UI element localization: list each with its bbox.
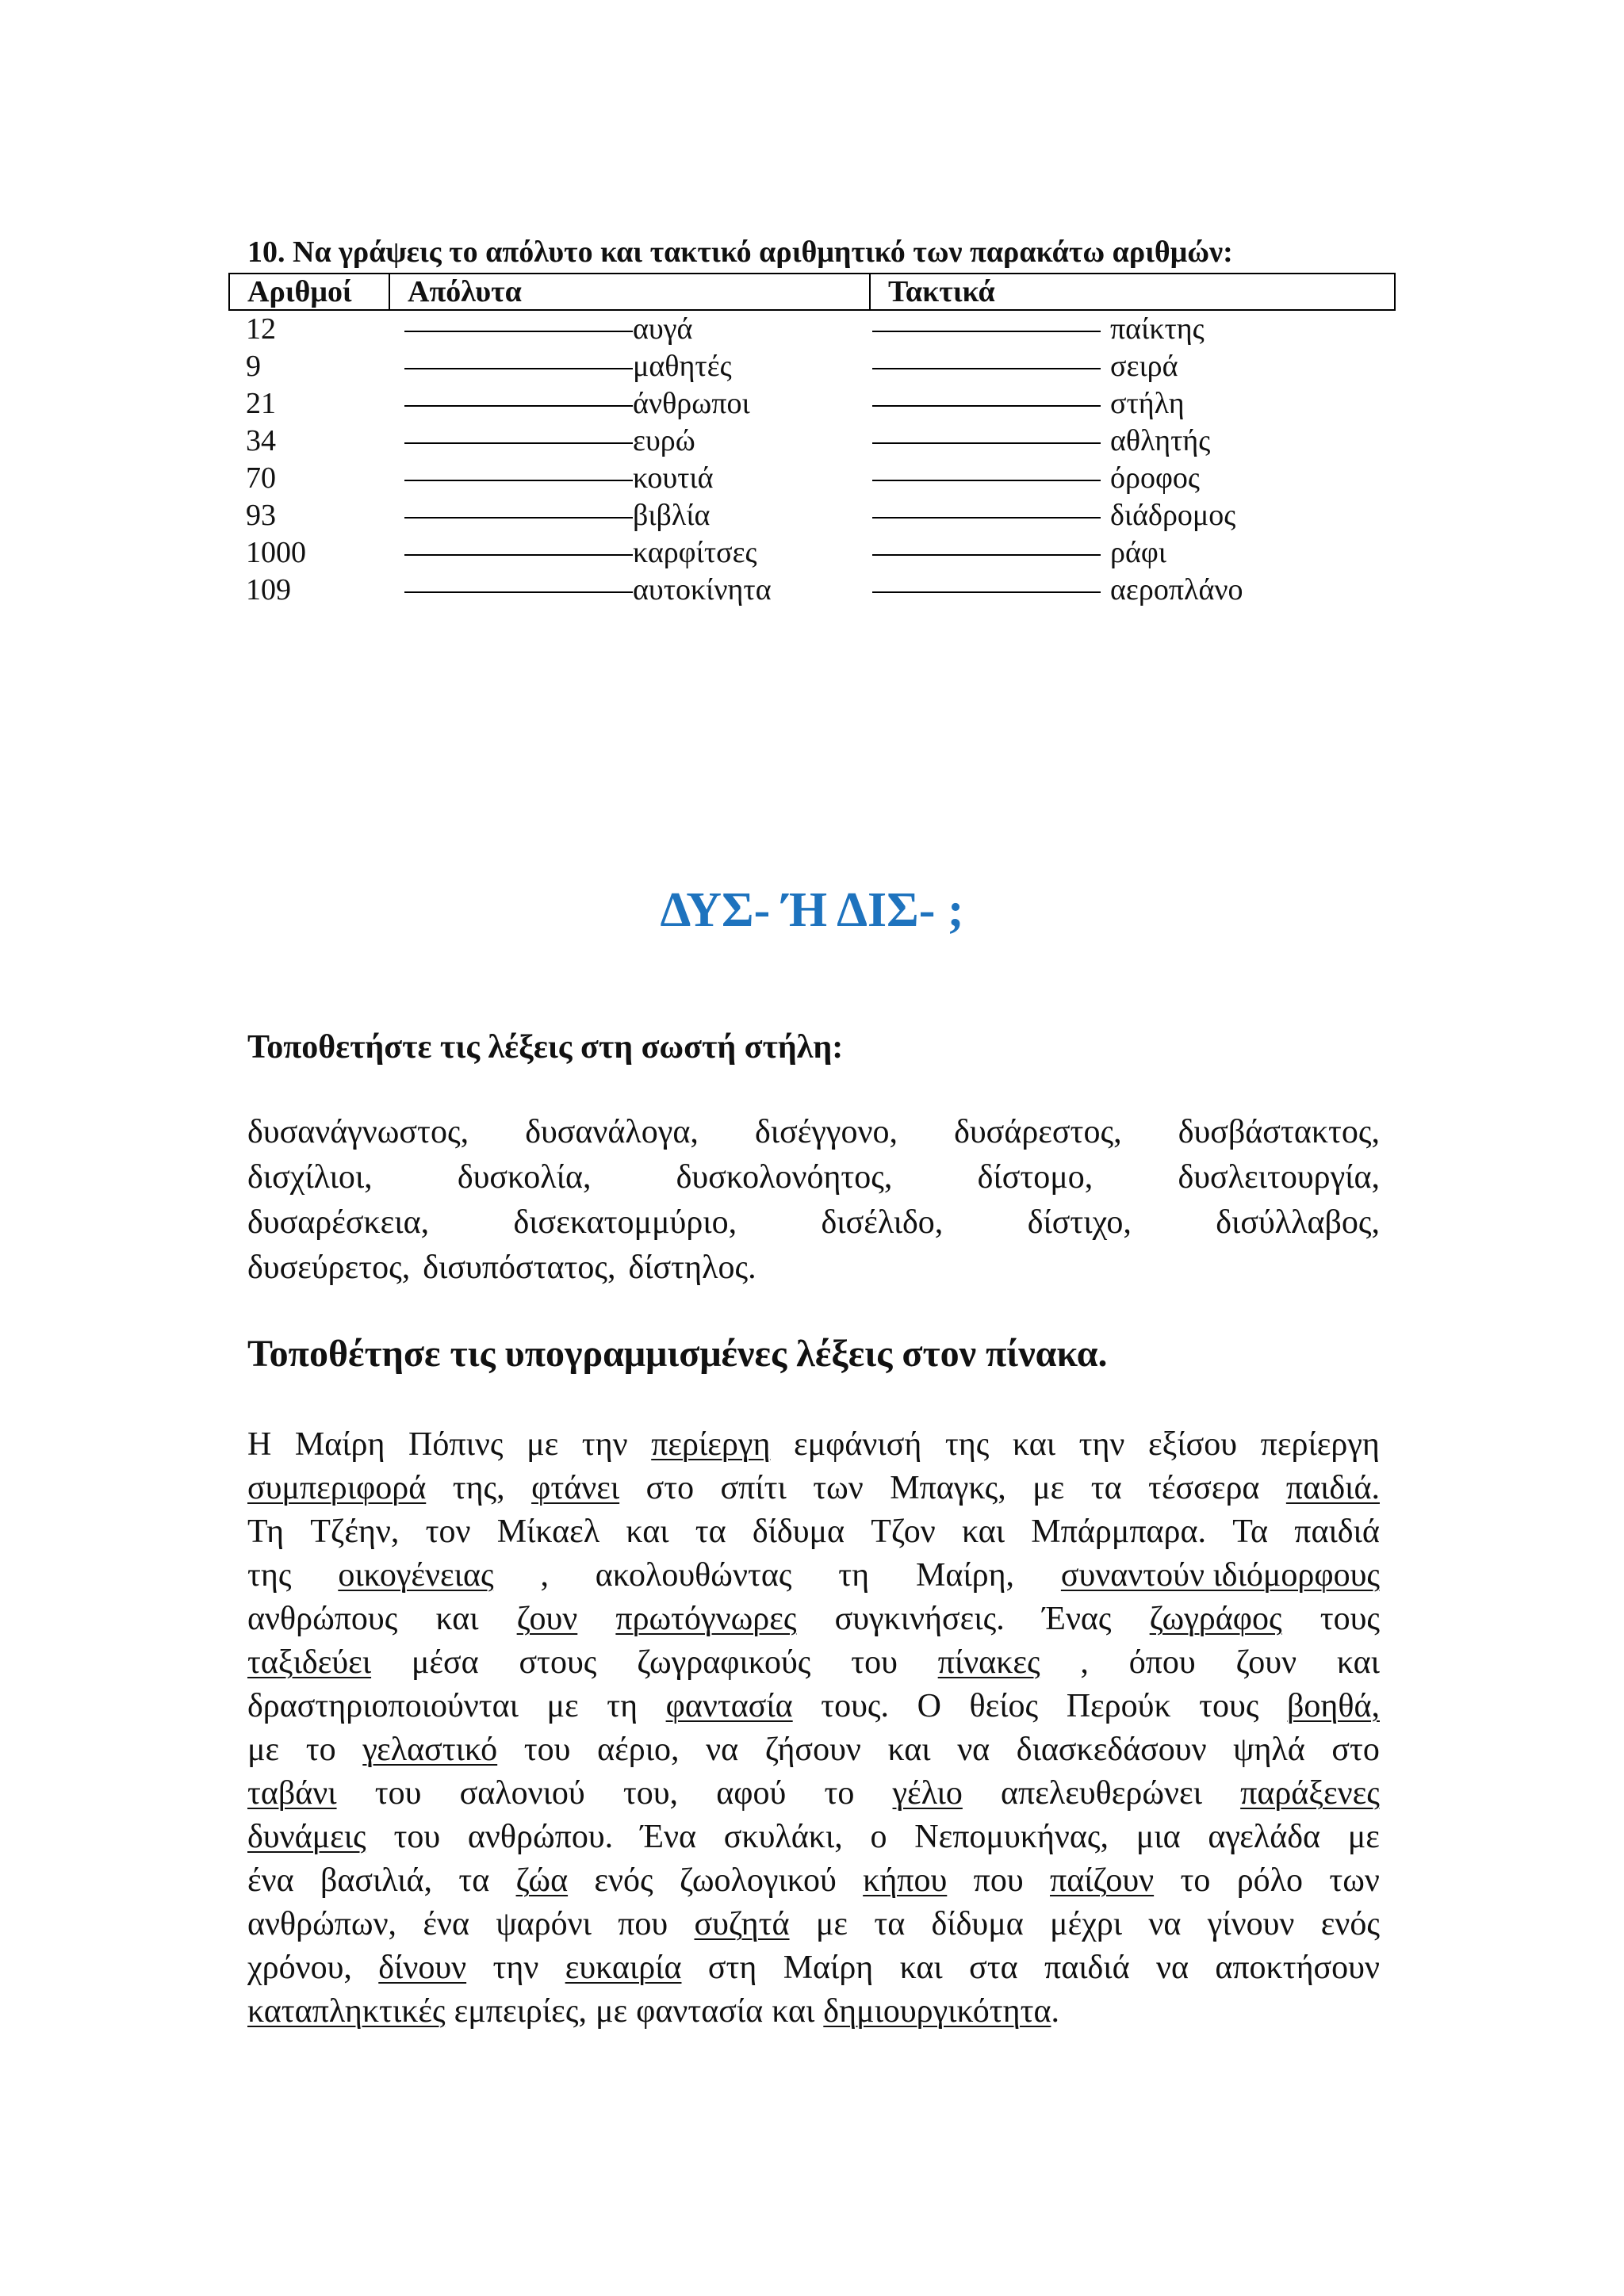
story-word: του [851, 1644, 898, 1681]
story-word: να [706, 1732, 739, 1768]
story-word: χρόνου, [247, 1950, 352, 1986]
story-word: όπου [1128, 1644, 1196, 1681]
story-word: Τζέην, [310, 1513, 400, 1550]
ordinal-noun: παίκτης [1110, 312, 1205, 346]
story-word: την [492, 1950, 539, 1986]
word-item: δυσλειτουργία, [1178, 1159, 1380, 1196]
word-item: δυσκολία, [457, 1159, 592, 1196]
story-word: τη [838, 1557, 870, 1594]
word-item: δισέλιδο, [821, 1204, 944, 1241]
story-word: των [1329, 1862, 1380, 1899]
story-word: σκυλάκι, [723, 1819, 843, 1855]
underlined-word: πρωτόγνωρες [615, 1601, 797, 1637]
story-line [247, 1903, 1380, 1946]
story-line [247, 1598, 1380, 1641]
story-word: ένα [247, 1862, 294, 1899]
story-word: ρόλο [1236, 1862, 1304, 1899]
story-word: παιδιά [1294, 1513, 1380, 1550]
underlined-word: ταξιδεύει [247, 1644, 372, 1681]
number-cell: 34 [246, 424, 276, 457]
story-word: Η [247, 1426, 272, 1463]
story-word: τα [874, 1906, 906, 1942]
story-word: ψαρόνι [496, 1906, 592, 1942]
story-word: που [973, 1862, 1024, 1899]
story-word: στα [969, 1950, 1018, 1986]
underlined-word: δυνάμεις [247, 1819, 366, 1855]
story-word: δίδυμα [752, 1513, 845, 1550]
underlined-word: φαντασία [665, 1688, 793, 1724]
header-ordinal: Τακτικά [888, 275, 995, 308]
story-word: με [1347, 1819, 1380, 1855]
word-item: δυσάρεστος, [954, 1114, 1122, 1150]
table-row [228, 572, 1396, 609]
instruction-underlined-words: Τοποθέτησε τις υπογραμμισμένες λέξεις στον πίνακα. [247, 1333, 1108, 1375]
number-cell: 1000 [246, 536, 306, 569]
story-word: το [305, 1732, 336, 1768]
story-word: δραστηριοποιούνται [247, 1688, 519, 1724]
story-word: και [961, 1513, 1005, 1550]
ordinal-noun: στήλη [1110, 387, 1185, 420]
story-word: σαλονιού [459, 1775, 585, 1812]
cardinal-answer-blank[interactable] [404, 415, 633, 444]
story-line [247, 1772, 1380, 1816]
number-cell: 9 [246, 350, 261, 383]
story-word: ενός [594, 1862, 653, 1899]
underlined-word: παιδιά. [1285, 1470, 1380, 1506]
story-word: ενός [1320, 1906, 1380, 1942]
story-word: τη [607, 1688, 638, 1724]
word-item: δίστηλος. [628, 1249, 756, 1286]
story-word: γίνουν [1207, 1906, 1295, 1942]
story-line [247, 1946, 1380, 1990]
underlined-word: βοηθά, [1287, 1688, 1380, 1724]
word-item: δισεκατομμύριο, [513, 1204, 737, 1241]
instruction-place-words: Τοποθετήστε τις λέξεις στη σωστή στήλη: [247, 1029, 844, 1066]
underlined-word: συζητά [694, 1906, 790, 1942]
numbers-table-body [228, 311, 1396, 609]
story-word: με [247, 1732, 280, 1768]
ordinal-answer-blank[interactable] [872, 490, 1101, 519]
ordinal-answer-blank[interactable] [872, 378, 1101, 407]
story-word: θείος [969, 1688, 1039, 1724]
story-word: να [1155, 1950, 1189, 1986]
story-word: εμπειρίες, [454, 1993, 587, 2030]
word-list-line [247, 1155, 1380, 1200]
ordinal-noun: αεροπλάνο [1110, 573, 1243, 607]
word-item: δυσκολονόητος, [676, 1159, 893, 1196]
story-word: ζωγραφικούς [637, 1644, 811, 1681]
story-word: Τζον [871, 1513, 936, 1550]
story-paragraph [247, 1423, 1380, 2034]
story-word: αέριο, [597, 1732, 680, 1768]
story-word: περίεργη [1260, 1426, 1380, 1463]
story-word: και [899, 1950, 943, 1986]
underlined-word: ζουν [516, 1601, 578, 1637]
cardinal-noun: κουτιά [633, 461, 714, 495]
story-word: που [618, 1906, 668, 1942]
story-word: ανθρώπου. [467, 1819, 614, 1855]
story-word: Νεπομυκήνας, [914, 1819, 1109, 1855]
word-item: δισύλλαβος, [1216, 1204, 1380, 1241]
ordinal-answer-blank[interactable] [872, 304, 1101, 332]
story-word: αποκτήσουν [1215, 1950, 1380, 1986]
story-word: ζουν [1235, 1644, 1297, 1681]
story-word: αφού [716, 1775, 787, 1812]
cardinal-answer-blank[interactable] [404, 527, 633, 556]
word-item: δισυπόστατος, [423, 1249, 616, 1286]
story-word: και [887, 1732, 931, 1768]
story-line [247, 1685, 1380, 1728]
word-item: δίστιχο, [1027, 1204, 1132, 1241]
cardinal-answer-blank[interactable] [404, 453, 633, 481]
story-word: και [626, 1513, 669, 1550]
story-word: ο [870, 1819, 887, 1855]
story-word: του [523, 1732, 571, 1768]
story-word: Μπαγκς, [890, 1470, 1006, 1506]
word-list-line [247, 1246, 1380, 1291]
word-item: δυσανάλογα, [525, 1114, 699, 1150]
cardinal-answer-blank[interactable] [404, 378, 633, 407]
underlined-word: πίνακες [937, 1644, 1040, 1681]
story-word: του [374, 1775, 422, 1812]
cardinal-answer-blank[interactable] [404, 564, 633, 593]
story-word: και [435, 1601, 479, 1637]
story-word: αγελάδα [1208, 1819, 1321, 1855]
story-word: Μπάρμπαρα. [1031, 1513, 1207, 1550]
story-word: με [1032, 1470, 1065, 1506]
story-line [247, 1816, 1380, 1859]
story-line [247, 1859, 1380, 1903]
cardinal-answer-blank[interactable] [404, 304, 633, 332]
story-word: με [595, 1993, 628, 2030]
story-word: μέχρι [1050, 1906, 1123, 1942]
cardinal-blank-cell [389, 564, 633, 609]
story-word: τον [425, 1513, 471, 1550]
underlined-word: δημιουργικότητα [823, 1993, 1051, 2030]
story-word: ανθρώπους [247, 1601, 398, 1637]
story-word: να [1148, 1906, 1182, 1942]
section-heading: ΔΥΣ- Ή ΔΙΣ- ; [660, 883, 964, 937]
word-item: δυσαρέσκεια, [247, 1204, 430, 1241]
ordinal-noun: αθλητής [1110, 424, 1211, 457]
story-word: στους [519, 1644, 597, 1681]
story-word: απελευθερώνει [1001, 1775, 1202, 1812]
word-item: δυσβάστακτος, [1178, 1114, 1380, 1150]
cardinal-noun: άνθρωποι [633, 387, 750, 420]
underlined-word: ταβάνι [247, 1775, 337, 1812]
number-cell: 21 [246, 387, 276, 420]
number-cell: 70 [246, 461, 276, 495]
story-word: βασιλιά, [320, 1862, 432, 1899]
story-word: με [546, 1688, 579, 1724]
underlined-word: γέλιο [892, 1775, 963, 1812]
header-numbers: Αριθμοί [230, 274, 390, 309]
story-line [247, 1554, 1380, 1598]
story-word: στη [707, 1950, 757, 1986]
story-word: και [1336, 1644, 1380, 1681]
story-word: , [540, 1557, 549, 1594]
story-word: με [815, 1906, 848, 1942]
cardinal-noun: αυτοκίνητα [633, 573, 772, 607]
number-cell: 109 [246, 573, 291, 607]
story-word: Μαίρη [783, 1950, 874, 1986]
word-item: δίστομο, [977, 1159, 1094, 1196]
story-word: παιδιά [1044, 1950, 1130, 1986]
story-word: και [1012, 1426, 1056, 1463]
story-word: να [957, 1732, 990, 1768]
story-word: της [247, 1557, 292, 1594]
story-word: τα [695, 1513, 726, 1550]
word-list [247, 1110, 1380, 1291]
story-word: Ο [917, 1688, 941, 1724]
cardinal-noun: καρφίτσες [633, 536, 757, 569]
story-line [247, 1728, 1380, 1772]
story-word: ένα [423, 1906, 470, 1942]
story-word: εξίσου [1147, 1426, 1238, 1463]
word-list-line [247, 1200, 1380, 1246]
exercise-10-title: 10. Να γράψεις το απόλυτο και τακτικό αριθμητικό των παρακάτω αριθμών: [247, 235, 1233, 269]
underlined-word: ευκαιρία [565, 1950, 682, 1986]
story-line [247, 1467, 1380, 1510]
ordinal-answer-blank[interactable] [872, 527, 1101, 556]
ordinal-answer-blank[interactable] [872, 453, 1101, 481]
word-item: δυσανάγνωστος, [247, 1114, 469, 1150]
story-word: της [944, 1426, 990, 1463]
story-word: . [1051, 1993, 1059, 2030]
number-cell: 93 [246, 499, 276, 532]
story-word: φαντασία [636, 1993, 764, 2030]
story-word: Ένα [640, 1819, 697, 1855]
story-word: στο [645, 1470, 695, 1506]
underlined-word: οικογένειας [338, 1557, 494, 1594]
cardinal-noun: βιβλία [633, 499, 710, 532]
story-word: και [772, 1993, 815, 2030]
ordinal-answer-blank[interactable] [872, 564, 1101, 593]
story-word: την [1078, 1426, 1125, 1463]
cardinal-answer-blank[interactable] [404, 490, 633, 519]
number-cell: 12 [246, 312, 276, 346]
story-line [247, 1423, 1380, 1467]
story-line [247, 1641, 1380, 1685]
story-word: τους [1320, 1601, 1380, 1637]
story-word: ακολουθώντας [595, 1557, 792, 1594]
ordinal-noun: όροφος [1110, 461, 1200, 495]
underlined-word: φτάνει [531, 1470, 620, 1506]
story-word: στο [1331, 1732, 1380, 1768]
story-word: το [824, 1775, 855, 1812]
story-word: ανθρώπων, [247, 1906, 397, 1942]
story-word: Πόπινς [408, 1426, 504, 1463]
cardinal-answer-blank[interactable] [404, 341, 633, 369]
word-item: δισχίλιοι, [247, 1159, 373, 1196]
ordinal-blank-cell [871, 564, 1110, 609]
story-word: , [1080, 1644, 1089, 1681]
story-word: τους [1199, 1688, 1259, 1724]
story-word: μέσα [411, 1644, 479, 1681]
story-word: σπίτι [720, 1470, 787, 1506]
ordinal-answer-blank[interactable] [872, 415, 1101, 444]
story-word: με [527, 1426, 559, 1463]
ordinal-noun: σειρά [1110, 350, 1178, 383]
word-list-line [247, 1110, 1380, 1155]
cardinal-noun: αυγά [633, 312, 693, 346]
story-word: Περούκ [1066, 1688, 1171, 1724]
story-word: την [581, 1426, 628, 1463]
underlined-word: ζωγράφος [1149, 1601, 1282, 1637]
underlined-word: παίζουν [1049, 1862, 1155, 1899]
cardinal-noun: ευρώ [633, 424, 695, 457]
underlined-word: καταπληκτικές [247, 1993, 446, 2030]
story-word: Τη [247, 1513, 285, 1550]
story-word: Μαίρη [294, 1426, 385, 1463]
story-word: Ένας [1042, 1601, 1112, 1637]
word-item: δυσεύρετος, [247, 1249, 411, 1286]
story-word: εμφάνισή [794, 1426, 922, 1463]
underlined-word: κήπου [863, 1862, 948, 1899]
story-word: του, [622, 1775, 679, 1812]
story-line [247, 1990, 1380, 2034]
story-word: ζήσουν [764, 1732, 861, 1768]
story-word: διασκεδάσουν [1016, 1732, 1207, 1768]
story-word: τα [458, 1862, 490, 1899]
story-word: των [813, 1470, 864, 1506]
story-word: της, [452, 1470, 505, 1506]
story-line [247, 1510, 1380, 1554]
ordinal-answer-blank[interactable] [872, 341, 1101, 369]
story-word: Τα [1232, 1513, 1269, 1550]
numbers-table [228, 273, 1396, 609]
story-word: το [1180, 1862, 1211, 1899]
header-cardinal: Απόλυτα [390, 274, 871, 309]
word-item: δισέγγονο, [754, 1114, 898, 1150]
ordinal-noun: διάδρομος [1110, 499, 1236, 532]
story-word: ψηλά [1233, 1732, 1305, 1768]
story-word: συγκινήσεις. [834, 1601, 1005, 1637]
underlined-word: γελαστικό [362, 1732, 498, 1768]
story-word: δίδυμα [931, 1906, 1024, 1942]
underlined-word: παράξενες [1240, 1775, 1380, 1812]
underlined-word: συμπεριφορά [247, 1470, 427, 1506]
cardinal-noun: μαθητές [633, 350, 732, 383]
story-word: του [393, 1819, 441, 1855]
underlined-word: συναντούν ιδιόμορφους [1060, 1557, 1380, 1594]
story-word: τους. [821, 1688, 890, 1724]
underlined-word: ζώα [515, 1862, 569, 1899]
story-word: ζωολογικού [680, 1862, 837, 1899]
underlined-word: δίνουν [378, 1950, 467, 1986]
story-word: Μαίρη, [915, 1557, 1015, 1594]
ordinal-noun: ράφι [1110, 536, 1167, 569]
story-word: τέσσερα [1148, 1470, 1260, 1506]
story-word: τα [1090, 1470, 1122, 1506]
underlined-word: περίεργη [651, 1426, 771, 1463]
story-word: μια [1136, 1819, 1181, 1855]
story-word: Μίκαελ [496, 1513, 600, 1550]
